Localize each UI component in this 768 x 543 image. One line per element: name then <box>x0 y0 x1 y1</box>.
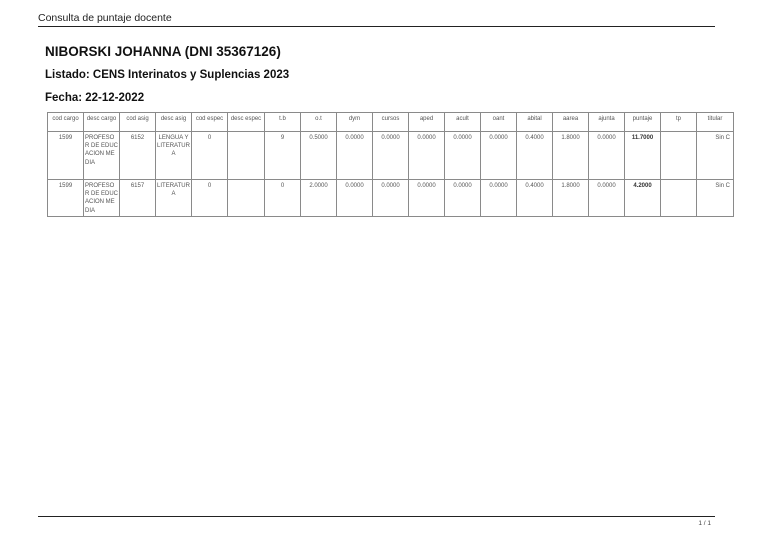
table-cell: 1599 <box>48 180 84 217</box>
table-cell: 0.4000 <box>517 132 553 180</box>
table-cell: LITERATURA <box>156 180 192 217</box>
table-cell: 0 <box>265 180 301 217</box>
table-cell <box>228 132 265 180</box>
table-cell: 0.4000 <box>517 180 553 217</box>
score-cell: 11.7000 <box>625 132 661 180</box>
column-header: dym <box>337 113 373 132</box>
scores-table <box>47 112 734 217</box>
table-cell: 2.0000 <box>301 180 337 217</box>
teacher-name-heading: NIBORSKI JOHANNA (DNI 35367126) <box>45 44 281 59</box>
column-header: o.t <box>301 113 337 132</box>
column-header: t.b <box>265 113 301 132</box>
table-cell: 0.0000 <box>445 132 481 180</box>
table-cell: Sin C <box>697 132 734 180</box>
table-cell: 0.0000 <box>445 180 481 217</box>
table-cell: 1.8000 <box>553 180 589 217</box>
table-header-row <box>48 113 734 132</box>
column-header: cod asig <box>120 113 156 132</box>
page-header-title: Consulta de puntaje docente <box>38 12 172 24</box>
table-cell: 0 <box>192 180 228 217</box>
column-header: acult <box>445 113 481 132</box>
column-header: tp <box>661 113 697 132</box>
table-row <box>48 132 734 180</box>
table-cell: 0.0000 <box>481 132 517 180</box>
table-cell: 0.0000 <box>589 132 625 180</box>
column-header: aarea <box>553 113 589 132</box>
table-cell: 0.0000 <box>409 132 445 180</box>
table-cell: 0.0000 <box>373 180 409 217</box>
table-cell: LENGUA Y LITERATURA <box>156 132 192 180</box>
table-cell <box>661 132 697 180</box>
column-header: cod cargo <box>48 113 84 132</box>
page-number: 1 / 1 <box>698 520 711 527</box>
table-cell: 9 <box>265 132 301 180</box>
column-header: aped <box>409 113 445 132</box>
column-header: puntaje <box>625 113 661 132</box>
table-cell: 6157 <box>120 180 156 217</box>
table-cell: 6152 <box>120 132 156 180</box>
table-cell: 1.8000 <box>553 132 589 180</box>
table-cell <box>228 180 265 217</box>
table-cell: 0.0000 <box>409 180 445 217</box>
table-cell: 0.0000 <box>589 180 625 217</box>
listing-title: Listado: CENS Interinatos y Suplencias 2023 <box>45 69 290 81</box>
column-header: desc asig <box>156 113 192 132</box>
table-row <box>48 180 734 217</box>
table-cell: 0 <box>192 132 228 180</box>
table-cell: 0.5000 <box>301 132 337 180</box>
table-cell: 1599 <box>48 132 84 180</box>
column-header: desc espec <box>228 113 265 132</box>
column-header: titular <box>697 113 734 132</box>
table-cell: PROFESOR DE EDUCACION MEDIA <box>84 132 120 180</box>
column-header: oant <box>481 113 517 132</box>
date-label: Fecha: 22-12-2022 <box>45 92 145 104</box>
page-footer <box>38 516 715 527</box>
column-header: desc cargo <box>84 113 120 132</box>
table-cell: 0.0000 <box>373 132 409 180</box>
table-cell: Sin C <box>697 180 734 217</box>
column-header: abital <box>517 113 553 132</box>
column-header: ajunta <box>589 113 625 132</box>
table-cell: PROFESOR DE EDUCACION MEDIA <box>84 180 120 217</box>
table-cell: 0.0000 <box>337 180 373 217</box>
column-header: cursos <box>373 113 409 132</box>
table-cell: 0.0000 <box>337 132 373 180</box>
column-header: cod espec <box>192 113 228 132</box>
table-cell <box>661 180 697 217</box>
score-cell: 4.2000 <box>625 180 661 217</box>
page-header <box>38 11 715 27</box>
table-cell: 0.0000 <box>481 180 517 217</box>
